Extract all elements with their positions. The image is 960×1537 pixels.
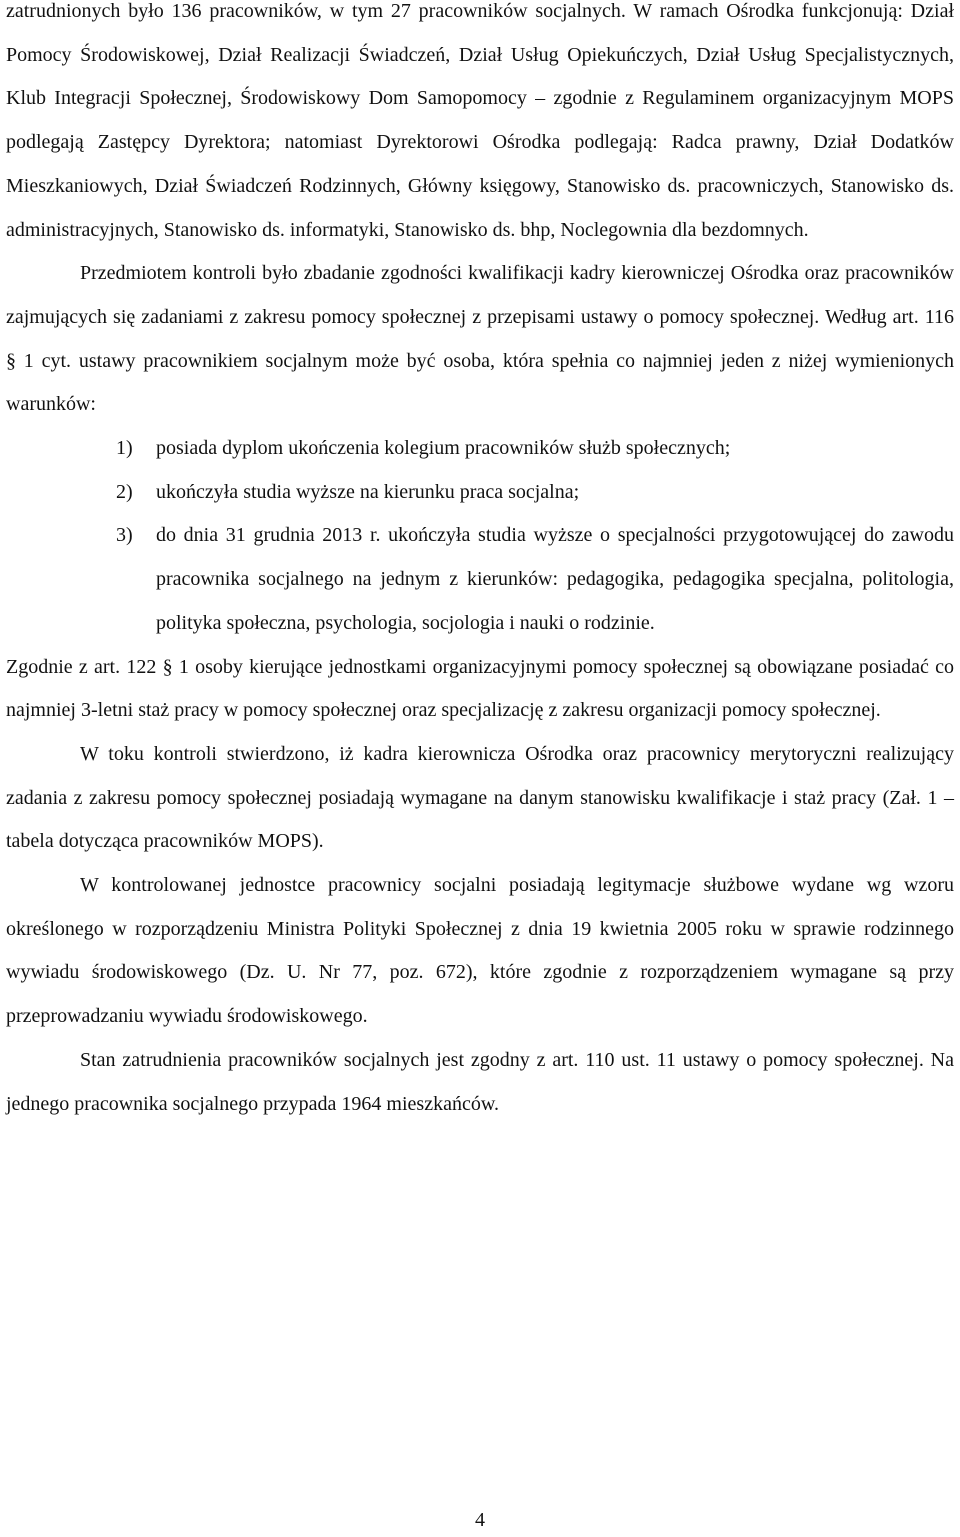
list-item-number: 3) bbox=[116, 524, 133, 547]
document-body bbox=[6, 0, 954, 1126]
list-item bbox=[6, 427, 954, 471]
paragraph-centre-structure: zatrudnionych było 136 pracowników, w tym 27 pracowników socjalnych. W ramach Ośrodka funkcjonują: Dział Pomocy Środowiskowej, Dział Realizacji Świadczeń, Dział Usług Opiekuńczych, Dział Usług Specjalistycznych, Klub Integracji Społecznej, Środowiskowy Dom Samopomocy – zgodnie z Regulaminem organizacyjnym MOPS podlegają Zastępcy Dyrektora; natomiast Dyrektorowi Ośrodka podlegają: Radca prawny, Dział Dodatków Mieszkaniowych, Dział Świadczeń Rodzinnych, Główny księgowy, Stanowisko ds. pracowniczych, Stanowisko ds. administracyjnych, Stanowisko ds. informatyki, Stanowisko ds. bhp, Noclegownia dla bezdomnych. bbox=[6, 0, 954, 241]
paragraph-service-ids: W kontrolowanej jednostce pracownicy socjalni posiadają legitymacje służbowe wydane wg wzoru określonego w rozporządzeniu Ministra Polityki Społecznej z dnia 19 kwietnia 2005 roku w sprawie rodzinnego wywiadu środowiskowego (Dz. U. Nr 77, poz. 672), które zgodnie z rozporządzeniem wymagane są przy przeprowadzaniu wywiadu środowiskowego. bbox=[6, 874, 954, 1028]
conditions-list bbox=[6, 427, 954, 646]
list-item-number: 1) bbox=[116, 437, 133, 460]
list-item bbox=[6, 471, 954, 515]
list-item-number: 2) bbox=[116, 480, 133, 503]
list-item-text: ukończyła studia wyższe na kierunku praca socjalna; bbox=[156, 480, 580, 503]
paragraph-art-122: Zgodnie z art. 122 § 1 osoby kierujące jednostkami organizacyjnymi pomocy społecznej są obowiązane posiadać co najmniej 3-letni staż pracy w pomocy społecznej oraz specjalizację z zakresu organizacji pomocy społecznej. bbox=[6, 655, 954, 722]
list-item-text: do dnia 31 grudnia 2013 r. ukończyła studia wyższe o specjalności przygotowującej do zawodu pracownika socjalnego na jednym z kierunków: pedagogika, pedagogika specjalna, politologia, polityka społeczna, psychologia, socjologia i nauki o rodzinie. bbox=[156, 524, 954, 634]
paragraph-employment-status: Stan zatrudnienia pracowników socjalnych jest zgodny z art. 110 ust. 11 ustawy o pomocy społecznej. Na jednego pracownika socjalnego przypada 1964 mieszkańców. bbox=[6, 1048, 954, 1115]
paragraph-control-subject: Przedmiotem kontroli było zbadanie zgodności kwalifikacji kadry kierowniczej Ośrodka oraz pracowników zajmujących się zadaniami z zakresu pomocy społecznej z przepisami ustawy o pomocy społecznej. Według art. 116 § 1 cyt. ustawy pracownikiem socjalnym może być osoba, która spełnia co najmniej jeden z niżej wymienionych warunków: bbox=[6, 262, 954, 416]
page-number: 4 bbox=[475, 1509, 485, 1531]
list-item-text: posiada dyplom ukończenia kolegium pracowników służb społecznych; bbox=[156, 437, 731, 460]
list-item bbox=[6, 514, 954, 645]
paragraph-control-findings: W toku kontroli stwierdzono, iż kadra kierownicza Ośrodka oraz pracownicy merytoryczni realizujący zadania z zakresu pomocy społecznej posiadają wymagane na danym stanowisku kwalifikacje i staż pracy (Zał. 1 – tabela dotycząca pracowników MOPS). bbox=[6, 742, 954, 853]
